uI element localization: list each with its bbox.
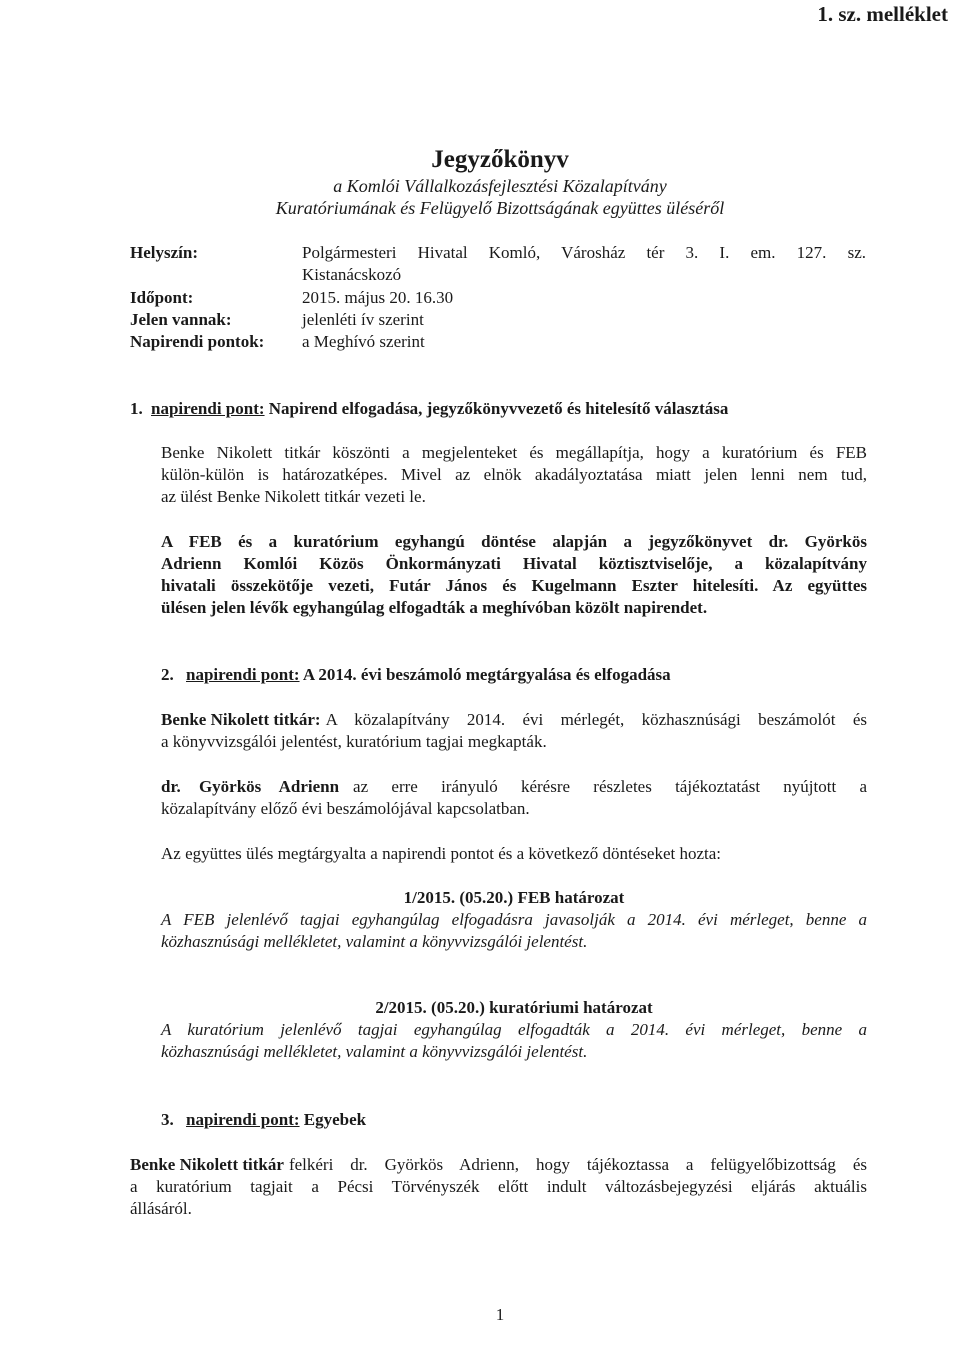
agenda-item-label: napirendi pont: — [186, 1110, 300, 1129]
agenda-value: a Meghívó szerint — [302, 332, 425, 351]
present-label: Jelen vannak: — [130, 310, 232, 329]
paragraph-line — [161, 710, 867, 730]
paragraph-line: a könyvvizsgálói jelentést, kuratórium tagjai megkapták. — [161, 732, 547, 751]
speaker-name: Benke Nikolett titkár: — [161, 710, 321, 729]
resolution-title: 2/2015. (05.20.) kuratóriumi határozat — [375, 998, 653, 1017]
resolution-text: A FEB jelenlévő tagjai egyhangúlag elfogadásra javasolják a 2014. évi mérleget, benne a — [161, 910, 867, 929]
paragraph-text: az erre irányuló kérésre részletes tájékoztatást nyújtott a — [353, 777, 867, 796]
paragraph-text: felkéri dr. Györkös Adrienn, hogy tájékoztassa a felügyelőbizottság és — [288, 1155, 867, 1174]
location-value-cont: Kistanácskozó — [302, 265, 402, 284]
location-label: Helyszín: — [130, 243, 198, 262]
agenda-item-3-heading — [161, 1110, 366, 1130]
resolution-text: A kuratórium jelenlévő tagjai egyhangúlag elfogadták a 2014. évi mérleget, benne a — [161, 1020, 867, 1039]
agenda-item-label: napirendi pont: — [186, 665, 300, 684]
paragraph-line — [130, 1155, 867, 1175]
paragraph-text: A közalapítvány 2014. évi mérlegét, közhasznúsági beszámolót és — [325, 710, 867, 729]
speaker-name: Benke Nikolett titkár — [130, 1155, 284, 1174]
resolution-title: 1/2015. (05.20.) FEB határozat — [403, 888, 625, 907]
decision-line: Adrienn Komlói Közös Önkormányzati Hivatal köztisztviselője, a közalapítvány — [161, 554, 867, 573]
resolution-text: közhasznúsági mellékletet, valamint a könyvvizsgálói jelentést. — [161, 1042, 588, 1061]
annex-label: 1. sz. melléklet — [817, 2, 948, 26]
document-subtitle-2: Kuratóriumának és Felügyelő Bizottságának együttes üléséről — [275, 198, 725, 218]
time-label: Időpont: — [130, 288, 194, 307]
agenda-item-2-heading — [161, 665, 671, 685]
paragraph-line: az ülést Benke Nikolett titkár vezeti le. — [161, 487, 426, 506]
agenda-label: Napirendi pontok: — [130, 332, 265, 351]
decision-line: hivatali összekötője vezeti, Futár János és Kugelmann Eszter hitelesíti. Az együttes — [161, 576, 867, 595]
agenda-item-title: A 2014. évi beszámoló megtárgyalása és elfogadása — [302, 665, 671, 684]
paragraph-line: közalapítvány előző évi beszámolójával kapcsolatban. — [161, 799, 530, 818]
location-value: Polgármesteri Hivatal Komló, Városház tér 3. I. em. 127. sz. — [302, 243, 866, 262]
agenda-item-number: 1. — [130, 399, 143, 418]
paragraph-line: külön-külön is határozatképes. Mivel az elnök akadályoztatása miatt jelen lenni nem tud, — [161, 465, 867, 484]
agenda-item-label: napirendi pont: — [151, 399, 265, 418]
agenda-item-number: 2. — [161, 665, 174, 684]
speaker-name: dr. Györkös Adrienn — [161, 777, 340, 796]
agenda-item-title: Egyebek — [303, 1110, 367, 1129]
decision-line: ülésen jelen lévők egyhangúlag elfogadták a meghívóban közölt napirendet. — [161, 598, 708, 617]
agenda-item-number: 3. — [161, 1110, 174, 1129]
time-value: 2015. május 20. 16.30 — [302, 288, 454, 307]
paragraph-line: Benke Nikolett titkár köszönti a megjelenteket és megállapítja, hogy a kuratórium és FEB — [161, 443, 867, 462]
resolution-text: közhasznúsági mellékletet, valamint a könyvvizsgálói jelentést. — [161, 932, 588, 951]
document-subtitle-1: a Komlói Vállalkozásfejlesztési Közalapítvány — [333, 176, 667, 196]
page-number: 1 — [495, 1305, 505, 1324]
decision-line: A FEB és a kuratórium egyhangú döntése alapján a jegyzőkönyvet dr. Györkös — [161, 532, 867, 551]
paragraph-line: állásáról. — [130, 1199, 192, 1218]
paragraph-line: Az együttes ülés megtárgyalta a napirendi pontot és a következő döntéseket hozta: — [161, 844, 722, 863]
paragraph-line — [161, 777, 867, 797]
document-title: Jegyzőkönyv — [431, 146, 569, 173]
present-value: jelenléti ív szerint — [302, 310, 424, 329]
agenda-item-title: Napirend elfogadása, jegyzőkönyvvezető és hitelesítő választása — [268, 399, 729, 418]
agenda-item-1-heading — [130, 399, 728, 419]
paragraph-line: a kuratórium tagjait a Pécsi Törvényszék előtt indult változásbejegyzési eljárás aktuális — [130, 1177, 867, 1196]
